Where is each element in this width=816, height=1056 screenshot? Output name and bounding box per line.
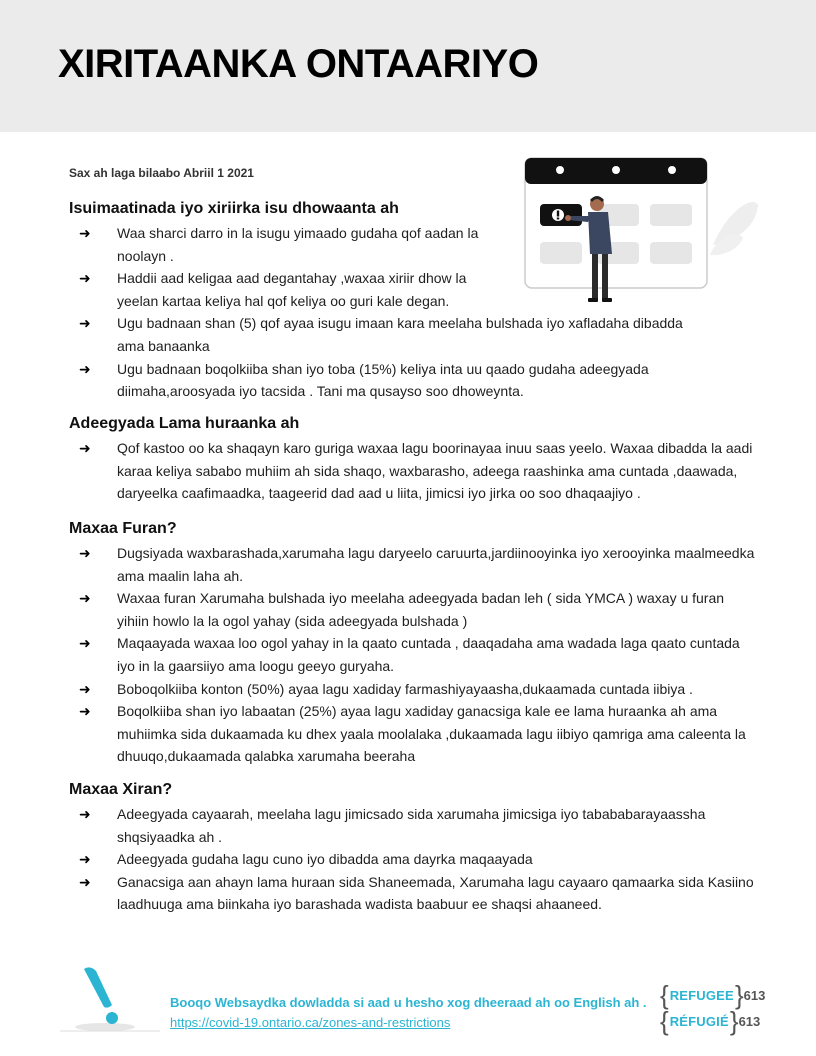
refugee-613-logo: { REFUGEE } 613 { RÉFUGIÉ } 613 bbox=[660, 980, 766, 1036]
arrow-right-icon: ➜ bbox=[79, 590, 91, 607]
arrow-right-icon: ➜ bbox=[79, 360, 91, 377]
section-what-is-closed bbox=[69, 779, 759, 916]
arrow-right-icon: ➜ bbox=[79, 545, 91, 561]
footer-visit-text: Booqo Websaydka dowladda si aad u hesho xog dheeraad ah oo English ah . bbox=[170, 995, 647, 1010]
list-item: ➜ Waxaa furan Xarumaha bulshada iyo meelaha adeegyada badan leh ( sida YMCA ) waxay u furan yihiin howlo la la ogol yahay (sida adeegyada bulshada ) bbox=[69, 587, 759, 632]
arrow-right-icon: ➜ bbox=[79, 440, 91, 456]
list-item: ➜ Ganacsiga aan ahayn lama huraan sida Shaneemada, Xarumaha lagu cayaaro qamaarka sida Kasiino laadhuuga ama biinkaha iyo barashada wadista baabuur ee shaqsi ahaaneed. bbox=[69, 871, 759, 916]
arrow-right-icon: ➜ bbox=[79, 851, 91, 868]
list-item: ➜ Dugsiyada waxbarashada,xarumaha lagu daryeelo caruurta,jardiinooyinka iyo xerooyinka maalmeedka ama maalin laha ah. bbox=[69, 542, 759, 587]
arrow-right-icon: ➜ bbox=[79, 703, 91, 720]
section-heading: Maxaa Xiran? bbox=[69, 781, 173, 798]
arrow-right-icon: ➜ bbox=[79, 315, 91, 332]
section-essential-services bbox=[69, 413, 759, 505]
list-item: ➜ Ugu badnaan shan (5) qof ayaa isugu imaan kara meelaha bulshada iyo xafladaha dibadda ama banaanka bbox=[69, 312, 759, 357]
arrow-right-icon: ➜ bbox=[79, 270, 91, 287]
list-item: ➜ Boboqolkiiba konton (50%) ayaa lagu xadiday farmashiyayaasha,dukaamada cuntada iibiya . bbox=[69, 678, 759, 701]
list-item: ➜ Qof kastoo oo ka shaqayn karo guriga waxaa lagu boorinayaa inuu saas yeelo. Waxaa dibadda la aadi karaa keliya sababo muhiim ah sida shaqo, waxbarasho, adeega raashinka ama cuntada ,daawada, daryeelka caafimaadka, taageerid dad aad u liita, jimicsi iyo jirka oo soo dhaqaajiyo . bbox=[69, 437, 759, 505]
arrow-right-icon: ➜ bbox=[79, 635, 91, 652]
page-title: XIRITAANKA ONTAARIYO bbox=[58, 42, 539, 86]
section-heading: Adeegyada Lama huraanka ah bbox=[69, 415, 300, 432]
header-banner bbox=[0, 0, 816, 132]
footer-link[interactable]: https://covid-19.ontario.ca/zones-and-restrictions bbox=[170, 1015, 451, 1030]
arrow-right-icon: ➜ bbox=[79, 873, 91, 890]
list-item: ➜ Maqaayada waxaa loo ogol yahay in la qaato cuntada , daaqadaha ama wadada laga qaato cuntada iyo in la gaarsiiyo ama loogu geeyo guryaha. bbox=[69, 632, 759, 677]
list-item: ➜ Boqolkiiba shan iyo labaatan (25%) ayaa lagu xadiday ganacsiga kale ee lama huraanka ah ama muhiimka sida dukaamada ku dhex yaala moolalaka ,dukaamada lagu iibiyo qamriga ama caleenta la dhuuqo,dukaamada qalabka xarumaha beeraha bbox=[69, 700, 759, 768]
section-heading: Isuimaatinada iyo xiriirka isu dhowaanta ah bbox=[69, 200, 399, 217]
list-item: ➜ Adeegyada cayaarah, meelaha lagu jimicsado sida xarumaha jimicsiga iyo tabababarayaassha shqsiyaadka ah . bbox=[69, 803, 759, 848]
effective-date: Sax ah laga bilaabo Abriil 1 2021 bbox=[69, 166, 254, 180]
footer-info bbox=[170, 993, 647, 1033]
arrow-right-icon: ➜ bbox=[79, 225, 91, 241]
section-heading: Maxaa Furan? bbox=[69, 520, 177, 537]
list-item: ➜ Waa sharci darro in la isugu yimaado gudaha qof aadan la noolayn . bbox=[69, 222, 759, 267]
list-item: ➜ Ugu badnaan boqolkiiba shan iyo toba (15%) keliya inta uu qaado gudaha adeegyada diimaha,aroosyada iyo tacsida . Tani ma qusayso soo dhoweynta. bbox=[69, 358, 759, 403]
section-what-is-open bbox=[69, 518, 759, 768]
arrow-right-icon: ➜ bbox=[79, 806, 91, 822]
section-gatherings bbox=[69, 198, 759, 403]
list-item: ➜ Haddii aad keligaa aad degantahay ,waxaa xiriir dhow la yeelan kartaa keliya hal qof keliya oo guri kale degan. bbox=[69, 267, 759, 312]
exclamation-icon bbox=[60, 965, 160, 1035]
list-item: ➜ Adeegyada gudaha lagu cuno iyo dibadda ama dayrka maqaayada bbox=[69, 848, 759, 871]
arrow-right-icon: ➜ bbox=[79, 680, 91, 697]
